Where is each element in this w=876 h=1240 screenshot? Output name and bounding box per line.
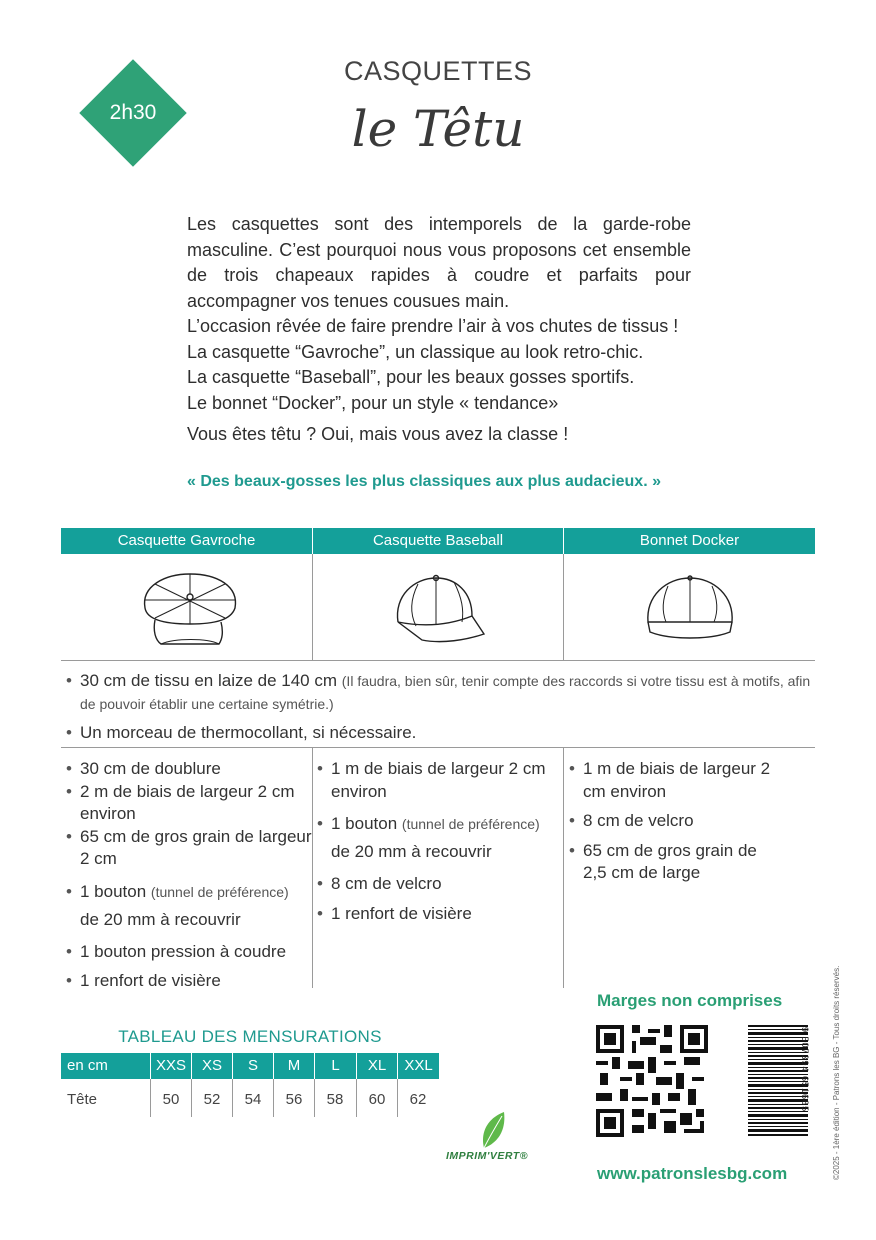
- list-item: • 8 cm de velcro: [313, 873, 561, 896]
- header-divider: [314, 1053, 315, 1079]
- header-divider: [397, 1053, 398, 1079]
- docker-beanie-illustration: [640, 570, 740, 644]
- docker-materials-list: [565, 758, 785, 892]
- list-item: [62, 878, 312, 934]
- barcode-number: 9 507394 651685: [800, 1027, 810, 1113]
- size-header: XXS: [155, 1057, 186, 1074]
- size-header: M: [287, 1057, 301, 1074]
- badge-duration: 2h30: [109, 101, 157, 124]
- baseball-cap-illustration: [392, 570, 488, 650]
- item-note: (Il faudra, bien sûr, tenir compte des raccords si votre tissu est à motifs, afin de pouvoir établir une certaine symétrie.): [80, 673, 811, 712]
- table-divider: [232, 1079, 233, 1117]
- size-header: S: [247, 1057, 258, 1074]
- website-link[interactable]: www.patronslesbg.com: [597, 1164, 788, 1183]
- list-item: • 1 renfort de visière: [313, 903, 561, 926]
- column-header-docker: Bonnet Docker: [639, 532, 740, 549]
- list-item: • 2 m de biais de largeur 2 cm environ: [62, 781, 312, 826]
- list-item: [62, 670, 812, 715]
- item-text: Un morceau de thermocollant, si nécessaire.: [80, 723, 417, 742]
- intro-quote: « Des beaux-gosses les plus classiques aux plus audacieux. »: [187, 473, 661, 490]
- measurement-value: 52: [203, 1091, 221, 1108]
- marges-note: Marges non comprises: [597, 991, 783, 1010]
- size-header: XXL: [404, 1057, 433, 1074]
- header-divider: [356, 1053, 357, 1079]
- item-text: 30 cm de tissu en laize de 140 cm: [80, 671, 338, 690]
- page-title: le Têtu: [351, 100, 525, 158]
- gavroche-materials-list: [62, 758, 312, 1000]
- list-item: • 8 cm de velcro: [565, 810, 785, 833]
- table-divider: [150, 1079, 151, 1117]
- measurement-value: 58: [326, 1091, 344, 1108]
- header-divider: [312, 528, 313, 554]
- item-note: (tunnel de préférence): [150, 883, 289, 900]
- list-item: • 65 cm de gros grain de 2,5 cm de large: [565, 840, 785, 885]
- header-divider: [563, 528, 564, 554]
- table-divider: [312, 554, 313, 660]
- baseball-materials-list: [313, 758, 561, 932]
- item-note: (tunnel de préférence): [401, 816, 540, 832]
- leaf-logo-icon: [478, 1110, 508, 1150]
- list-item: • 1 renfort de visière: [62, 970, 312, 993]
- measurement-value: 50: [162, 1091, 180, 1108]
- measurements-header: [61, 1053, 439, 1079]
- size-header: L: [331, 1057, 340, 1074]
- measurement-value: 56: [285, 1091, 303, 1108]
- table-divider: [273, 1079, 274, 1117]
- title-kicker: CASQUETTES: [343, 56, 533, 86]
- intro-paragraph: La casquette “Baseball”, pour les beaux gosses sportifs.: [187, 367, 635, 387]
- list-item: [313, 810, 561, 866]
- measurements-title: TABLEAU DES MENSURATIONS: [118, 1027, 382, 1046]
- unit-label: en cm: [67, 1057, 108, 1074]
- item-text: 1 bouton: [80, 881, 147, 901]
- intro-paragraph: Vous êtes têtu ? Oui, mais vous avez la classe !: [187, 424, 569, 444]
- table-divider: [191, 1079, 192, 1117]
- list-item: • 1 bouton pression à coudre: [62, 941, 312, 964]
- materials-table-header: [61, 528, 815, 554]
- list-item: • 1 m de biais de largeur 2 cm environ: [313, 758, 561, 803]
- row-label: Tête: [67, 1091, 98, 1108]
- intro-paragraph: L’occasion rêvée de faire prendre l’air à vos chutes de tissus !: [187, 316, 679, 336]
- intro-paragraph: Les casquettes sont des intemporels de la garde-robe masculine. C’est pourquoi nous vous proposons cet ensemble de trois chapeaux rapides à coudre et parfaits pour accompagner vos tenues cousues main.: [187, 214, 691, 311]
- item-text: de 20 mm à recouvrir: [331, 842, 492, 861]
- table-divider: [563, 748, 564, 988]
- barcode: [748, 1025, 808, 1137]
- measurement-value: 54: [244, 1091, 262, 1108]
- imprim-vert-label: IMPRIM'VERT®: [446, 1150, 528, 1162]
- copyright-notice: ©2025 - 1ère édition - Patrons les BG - Tous droits réservés.: [832, 965, 841, 1180]
- table-divider: [397, 1079, 398, 1117]
- header-divider: [150, 1053, 151, 1079]
- size-header: XL: [367, 1057, 387, 1074]
- list-item: • 1 m de biais de largeur 2 cm environ: [565, 758, 785, 803]
- header-divider: [191, 1053, 192, 1079]
- intro-paragraph: Le bonnet “Docker”, pour un style « tendance»: [187, 392, 559, 413]
- size-header: XS: [201, 1057, 222, 1074]
- gavroche-cap-illustration: [135, 568, 245, 650]
- list-item: • 65 cm de gros grain de largeur 2 cm: [62, 826, 312, 871]
- item-text: 1 bouton: [331, 814, 398, 833]
- table-divider: [356, 1079, 357, 1117]
- table-divider: [563, 554, 564, 660]
- intro-paragraph: La casquette “Gavroche”, un classique au look retro-chic.: [187, 341, 644, 362]
- header-divider: [273, 1053, 274, 1079]
- header-divider: [232, 1053, 233, 1079]
- list-item: • 30 cm de doublure: [62, 758, 312, 781]
- column-header-gavroche: Casquette Gavroche: [117, 532, 256, 549]
- qr-code: [596, 1025, 708, 1137]
- table-divider: [314, 1079, 315, 1117]
- item-text: de 20 mm à recouvrir: [80, 909, 241, 929]
- column-header-baseball: Casquette Baseball: [372, 532, 504, 549]
- common-materials-list: [62, 670, 812, 752]
- table-divider: [61, 660, 815, 661]
- list-item: [62, 722, 812, 745]
- measurement-value: 62: [409, 1091, 427, 1108]
- intro-text: [187, 212, 691, 448]
- measurement-value: 60: [368, 1091, 386, 1108]
